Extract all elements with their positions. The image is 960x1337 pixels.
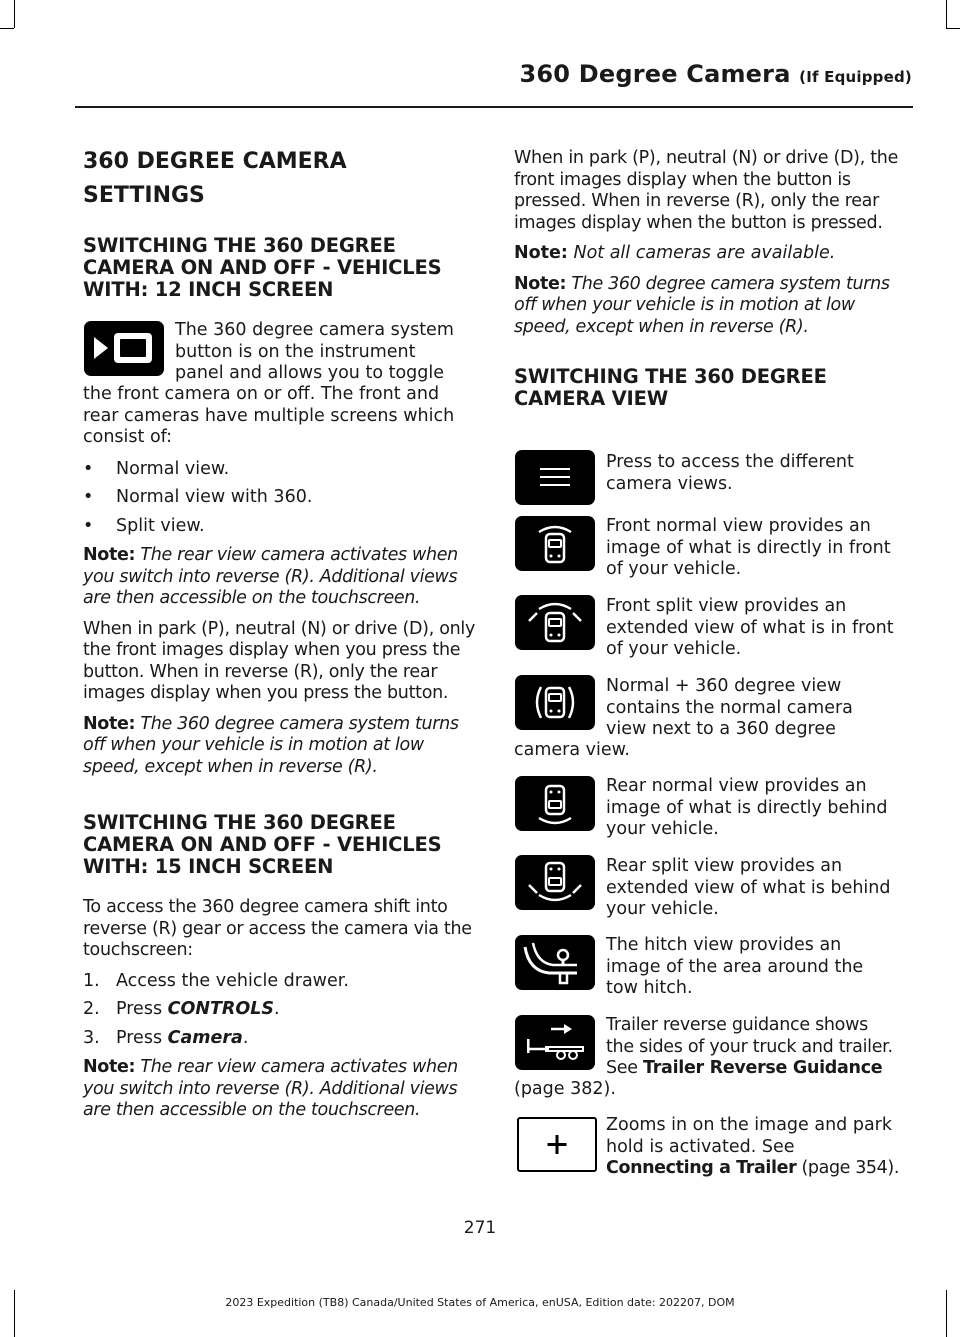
section-heading-line: SWITCHING THE 360 DEGREE <box>83 811 396 834</box>
page-reference: (page 354). <box>796 1158 899 1178</box>
list-item <box>83 971 476 993</box>
left-column <box>83 145 476 301</box>
note-label: Note: <box>514 243 568 263</box>
body-paragraph: To access the 360 degree camera shift into reverse (R) gear or access the camera via the touchscreen: <box>83 897 472 960</box>
note-label: Note: <box>83 545 136 565</box>
step-text-end: . <box>274 999 280 1019</box>
text-line: hold is activated. See <box>606 1136 795 1157</box>
step-list <box>83 971 476 1050</box>
connecting-a-trailer-link[interactable]: Connecting a Trailer <box>606 1158 797 1178</box>
text-line: button is on the instrument <box>175 341 416 362</box>
text-line: rear cameras have multiple screens which <box>83 405 455 426</box>
text-line: contains the normal camera <box>606 697 853 718</box>
bullet-text: Split view. <box>116 515 205 536</box>
view-description <box>606 1115 911 1180</box>
front-normal-view-icon <box>515 516 595 571</box>
bullet-list <box>83 459 476 538</box>
view-description <box>606 516 911 581</box>
note-text: The 360 degree camera system turns off when your vehicle is in motion at low speed, except when in reverse (R). <box>83 713 459 777</box>
text-line: of your vehicle. <box>606 639 742 659</box>
section-heading-camera-view <box>514 366 909 410</box>
view-description <box>606 596 911 661</box>
text-line: image of what is directly in front <box>606 537 891 558</box>
section-heading-line: WITH: 12 INCH SCREEN <box>83 278 334 301</box>
crop-mark <box>14 0 15 28</box>
text-line: camera views. <box>606 473 733 494</box>
note-text: The rear view camera activates when you switch into reverse (R). Additional views are then accessible on the touchscreen. <box>83 1057 458 1120</box>
main-heading-line: SETTINGS <box>83 183 205 208</box>
text-line <box>606 1158 911 1180</box>
bullet-text: Normal view. <box>116 458 230 479</box>
bullet: • <box>83 458 94 479</box>
crop-mark <box>0 28 14 29</box>
list-item <box>83 999 476 1021</box>
header-subtitle: (If Equipped) <box>799 68 912 86</box>
body-paragraph: When in park (P), neutral (N) or drive (D), the front images display when the button is pressed. When in reverse (R), only the rear images display when the button is pressed. <box>514 148 899 233</box>
note-paragraph <box>514 243 909 265</box>
trailer-reverse-guidance-link[interactable]: Trailer Reverse Guidance <box>643 1058 883 1078</box>
section-heading-line: CAMERA ON AND OFF - VEHICLES <box>83 833 442 856</box>
section-heading-line: SWITCHING THE 360 DEGREE <box>83 234 396 257</box>
text-line: The 360 degree camera system <box>175 320 454 340</box>
step-number: 2. <box>83 999 100 1019</box>
text-line: panel and allows you to toggle <box>175 363 445 383</box>
list-item <box>83 459 476 481</box>
crop-mark <box>946 0 947 28</box>
view-description-wrap <box>514 740 909 762</box>
text-line: view next to a 360 degree <box>606 719 836 739</box>
note-label: Note: <box>83 713 136 734</box>
front-split-view-icon <box>515 595 595 650</box>
view-description <box>606 776 911 841</box>
note-paragraph <box>83 545 476 610</box>
step-text-emphasis: Camera <box>167 1027 243 1048</box>
text-line <box>606 1058 911 1080</box>
step-number: 3. <box>83 1027 100 1048</box>
view-description <box>606 935 911 1000</box>
step-text-plain: Access the vehicle drawer. <box>116 970 349 991</box>
bullet: • <box>83 487 94 507</box>
text-line: the sides of your truck and trailer. <box>606 1036 893 1057</box>
page-number: 271 <box>463 1218 497 1238</box>
rear-split-view-icon <box>515 855 595 910</box>
header-title: 360 Degree Camera <box>519 60 791 88</box>
text-line: Zooms in on the image and park <box>606 1115 893 1135</box>
rear-normal-view-icon <box>515 776 595 831</box>
text-line: Trailer reverse guidance shows <box>606 1015 868 1035</box>
text-line: The hitch view provides an <box>606 935 842 955</box>
page-header <box>0 60 912 88</box>
camera-button-description <box>175 320 475 385</box>
view-description-wrap <box>514 1079 909 1101</box>
section-heading-12in <box>83 235 476 301</box>
section-heading-line: SWITCHING THE 360 DEGREE <box>514 365 827 388</box>
text-line: tow hitch. <box>606 978 693 998</box>
text-line: of your vehicle. <box>606 559 742 579</box>
note-text: Not all cameras are available. <box>573 243 836 263</box>
menu-icon <box>515 450 595 505</box>
view-description <box>606 1015 911 1080</box>
note-paragraph <box>83 714 476 779</box>
normal-360-view-icon <box>515 675 595 730</box>
note-text: The 360 degree camera system turns off when your vehicle is in motion at low speed, except when in reverse (R). <box>514 273 890 337</box>
step-text <box>116 1028 248 1050</box>
list-item <box>83 516 476 538</box>
see-text: See <box>606 1058 644 1078</box>
step-text <box>116 999 280 1021</box>
text-line: consist of: <box>83 427 173 447</box>
text-line: Normal + 360 degree view <box>606 676 842 696</box>
step-text-plain: Press <box>116 999 168 1019</box>
crop-mark <box>946 28 960 29</box>
view-description <box>606 676 911 741</box>
hitch-view-icon <box>515 935 595 990</box>
section-heading-15in <box>83 812 476 878</box>
view-description <box>606 856 911 921</box>
text-line: Rear split view provides an <box>606 856 843 876</box>
section-heading-line: CAMERA VIEW <box>514 387 668 410</box>
note-label: Note: <box>514 273 567 294</box>
bullet: • <box>83 515 94 536</box>
text-line: camera view. <box>514 740 630 760</box>
text-line: extended view of what is in front <box>606 617 894 638</box>
text-line: extended view of what is behind <box>606 877 891 898</box>
camera-button-icon <box>84 321 164 376</box>
right-column <box>514 148 909 410</box>
note-paragraph <box>83 1057 476 1122</box>
text-line: Press to access the different <box>606 452 854 472</box>
left-body <box>83 384 476 1122</box>
section-heading-line: CAMERA ON AND OFF - VEHICLES <box>83 256 442 279</box>
text-line: your vehicle. <box>606 819 719 839</box>
step-text-emphasis: CONTROLS <box>167 999 275 1019</box>
text-line: Front split view provides an <box>606 596 847 616</box>
page-reference: (page 382). <box>514 1079 616 1099</box>
text-line: the front camera on or off. The front and <box>83 384 440 404</box>
note-paragraph <box>514 274 909 339</box>
list-item <box>83 487 476 509</box>
text-line: image of the area around the <box>606 956 864 977</box>
list-item <box>83 1028 476 1050</box>
text-line: image of what is directly behind <box>606 797 888 818</box>
section-heading-line: WITH: 15 INCH SCREEN <box>83 855 334 878</box>
main-heading-line: 360 DEGREE CAMERA <box>83 149 347 174</box>
step-number: 1. <box>83 970 100 991</box>
step-text-plain: Press <box>116 1027 168 1048</box>
text-line: Front normal view provides an <box>606 516 871 536</box>
footer-text: 2023 Expedition (TB8) Canada/United States of America, enUSA, Edition date: 202207, DOM <box>225 1296 735 1309</box>
text-line: your vehicle. <box>606 899 719 919</box>
view-description <box>606 452 911 495</box>
zoom-plus-icon <box>517 1117 597 1172</box>
main-heading <box>83 145 476 213</box>
text-line: Rear normal view provides an <box>606 776 867 796</box>
header-rule <box>75 106 913 108</box>
step-text <box>116 971 349 993</box>
body-paragraph: When in park (P), neutral (N) or drive (D), only the front images display when you press the button. When in reverse (R), only the rear images display when you press the button. <box>83 618 476 703</box>
step-text-end: . <box>242 1027 249 1048</box>
note-label: Note: <box>83 1057 136 1077</box>
trailer-reverse-guidance-icon <box>515 1015 595 1070</box>
bullet-text: Normal view with 360. <box>116 487 313 507</box>
note-text: The rear view camera activates when you switch into reverse (R). Additional views are then accessible on the touchscreen. <box>83 545 458 608</box>
